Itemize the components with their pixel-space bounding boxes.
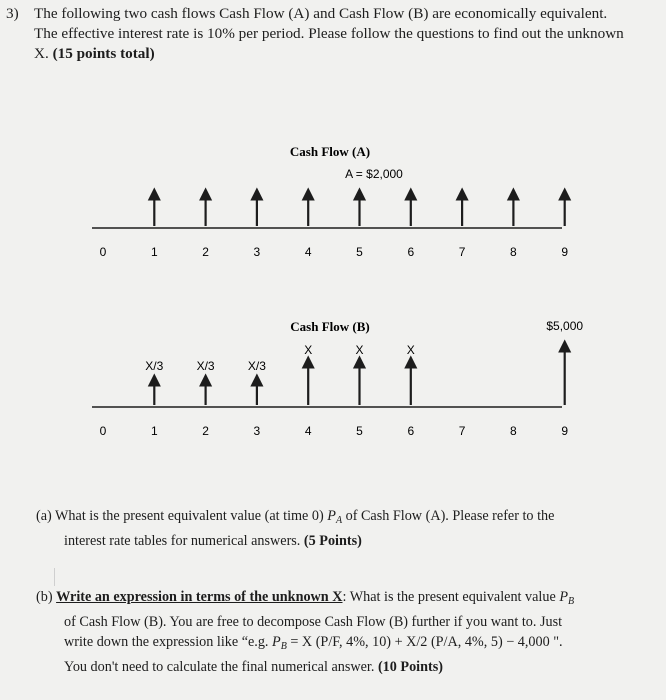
- question-b-line-3: [64, 632, 626, 657]
- cash-flow-a-period-label: 9: [561, 245, 569, 259]
- question-a-line-1: [36, 508, 554, 524]
- question-a-text-1: (a) What is the present equivalent value (at time 0): [36, 508, 328, 524]
- question-a: [36, 506, 626, 551]
- cash-flow-b-period-label: 3: [253, 424, 261, 438]
- cash-flow-b-diagram: [92, 319, 583, 438]
- question-b-text-3: write down the expression like “e.g.: [64, 634, 273, 650]
- cash-flow-a-diagram: [92, 144, 568, 259]
- question-a-symbol: P: [327, 508, 336, 524]
- cash-flow-b-period-label: 0: [99, 424, 107, 438]
- question-b-line-4: [64, 657, 626, 677]
- cash-flow-b-flow-label: X/3: [247, 359, 266, 373]
- question-b: [36, 587, 626, 677]
- problem-number: 3): [6, 5, 19, 22]
- cash-flow-b-period-label: 2: [202, 424, 209, 438]
- question-b-points: (10 Points): [377, 659, 443, 675]
- problem-points: (15 points total): [52, 45, 155, 62]
- question-a-text-3: interest rate tables for numerical answers.: [64, 533, 304, 549]
- question-b-subscript: B: [568, 596, 575, 607]
- cash-flow-b-flow-label: $5,000: [546, 319, 584, 333]
- question-a-text-2: of Cash Flow (A). Please refer to the: [342, 508, 555, 524]
- question-b-text-1: : What is the present equivalent value: [342, 589, 560, 605]
- question-b-expr-subscript: B: [280, 641, 287, 652]
- cash-flow-a-period-label: 3: [253, 245, 261, 259]
- cash-flow-b-period-label: 6: [407, 424, 415, 438]
- cash-flow-a-period-label: 2: [202, 245, 209, 259]
- cash-flow-b-flow-label: X: [406, 343, 415, 357]
- cash-flow-a-period-label: 4: [304, 245, 312, 259]
- question-b-line-2: of Cash Flow (B). You are free to decompose Cash Flow (B) further if you want to. Just: [64, 614, 563, 630]
- cash-flow-b-flow-label: X/3: [196, 359, 215, 373]
- cash-flow-b-period-label: 9: [561, 424, 569, 438]
- problem-line-3-text: X.: [34, 45, 49, 62]
- question-b-expr-symbol: P: [272, 634, 281, 650]
- cash-flow-b-flow-label: X: [304, 343, 313, 357]
- cash-flow-b-period-label: 5: [356, 424, 363, 438]
- question-b-symbol: P: [559, 589, 568, 605]
- cash-flow-a-period-label: 8: [510, 245, 517, 259]
- cash-flow-a-period-label: 1: [150, 245, 158, 259]
- cash-flow-a-period-label: 0: [99, 245, 107, 259]
- problem-line-2: The effective interest rate is 10% per period. Please follow the questions to find out the unknown: [34, 25, 624, 42]
- cash-flow-a-period-label: 5: [356, 245, 363, 259]
- question-b-line-1: [36, 589, 574, 605]
- cash-flow-a-period-label: 6: [407, 245, 415, 259]
- cash-flow-b-period-label: 8: [510, 424, 517, 438]
- cash-flow-b-period-label: 1: [150, 424, 158, 438]
- question-b-underlined: Write an expression in terms of the unknown X: [56, 589, 343, 605]
- cash-flow-b-period-label: 4: [304, 424, 312, 438]
- cash-flow-b-period-label: 7: [458, 424, 466, 438]
- question-b-expression: = X (P/F, 4%, 10) + X/2 (P/A, 4%, 5) − 4,000 ".: [286, 634, 563, 650]
- text-cursor-mark: [54, 568, 55, 586]
- question-a-subscript: A: [335, 515, 343, 526]
- problem-line-1: The following two cash flows Cash Flow (A) and Cash Flow (B) are economically equivalent.: [34, 5, 608, 22]
- question-a-line-2: [64, 531, 626, 551]
- question-b-prefix: (b): [36, 589, 57, 605]
- cash-flow-a-amount-label: A = $2,000: [345, 167, 403, 181]
- cash-flow-b-flow-label: X/3: [145, 359, 164, 373]
- cash-flow-a-period-label: 7: [458, 245, 466, 259]
- question-b-text-4: You don't need to calculate the final numerical answer.: [64, 659, 378, 675]
- question-a-points: (5 Points): [303, 533, 362, 549]
- cash-flow-b-flow-label: X: [355, 343, 364, 357]
- cash-flow-a-title: Cash Flow (A): [289, 144, 371, 159]
- cash-flow-b-title: Cash Flow (B): [290, 319, 370, 334]
